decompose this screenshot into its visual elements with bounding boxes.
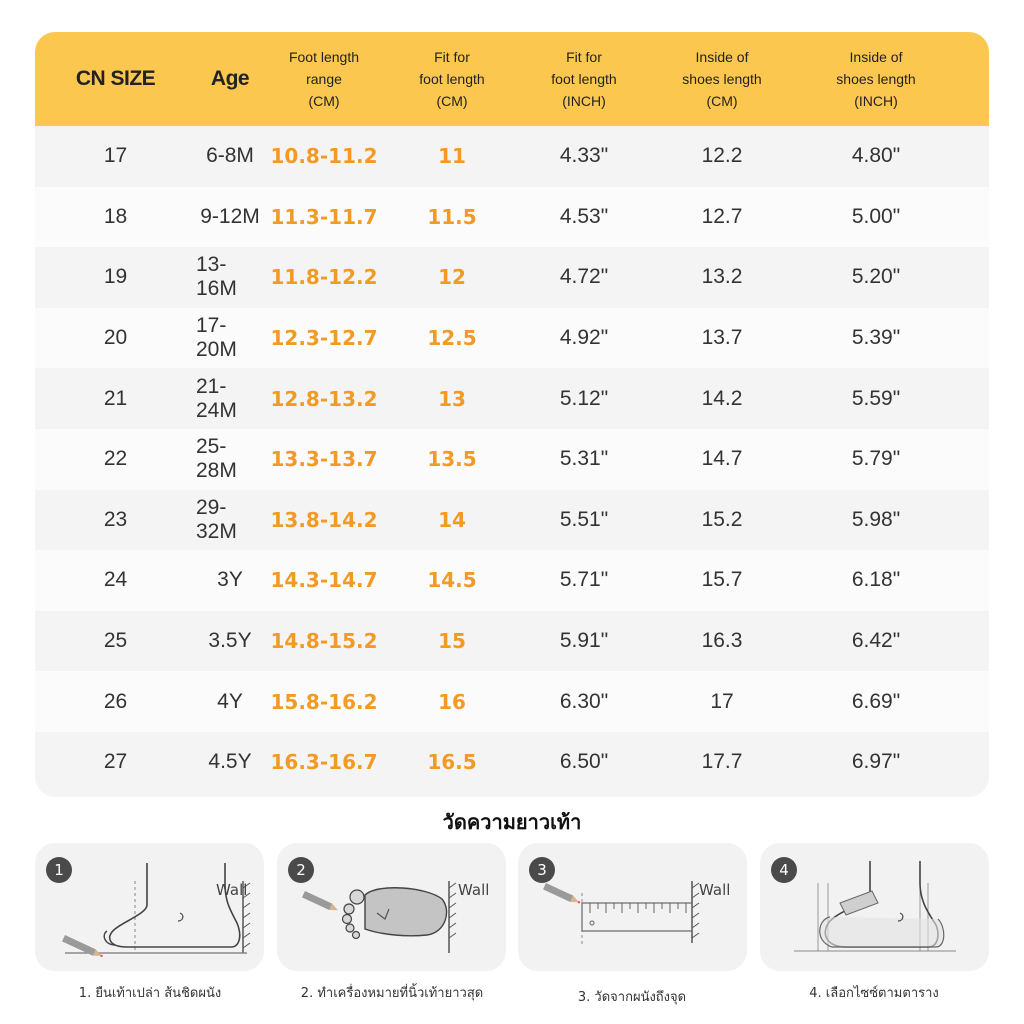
header-line: (CM) — [706, 93, 738, 109]
cell-foot-length-range: 12.3-12.7 — [270, 326, 378, 351]
cell-age: 29-32M — [196, 495, 237, 543]
cell-fit-cm: 11 — [438, 144, 466, 169]
cell-cn-size: 18 — [103, 204, 128, 228]
cell-fit-cm: 16.5 — [427, 750, 477, 775]
wall-label: Wall — [216, 881, 248, 899]
cell-inside-inch: 6.69" — [851, 689, 901, 713]
header-line: range — [306, 71, 342, 87]
cell-inside-inch: 5.20" — [851, 265, 901, 289]
cell-inside-inch: 6.18" — [851, 568, 901, 592]
table-row — [35, 732, 989, 793]
header-line: Inside of — [695, 49, 749, 65]
cell-inside-cm: 15.2 — [701, 507, 743, 531]
header-line: Foot length — [288, 49, 360, 65]
cell-inside-inch: 5.39" — [851, 326, 901, 350]
cell-cn-size: 20 — [103, 326, 128, 350]
cell-fit-inch: 5.12" — [559, 386, 609, 410]
step-caption-1: 1. ยืนเท้าเปล่า ส้นชิดผนัง — [78, 986, 222, 1001]
cell-age: 4.5Y — [208, 750, 252, 774]
cell-fit-inch: 5.51" — [559, 507, 609, 531]
measure-title: วัดความยาวเท้า — [442, 810, 582, 834]
cell-inside-inch: 5.98" — [851, 507, 901, 531]
cell-inside-inch: 5.00" — [851, 204, 901, 228]
cell-cn-size: 23 — [103, 507, 128, 531]
cell-fit-inch: 4.53" — [559, 204, 609, 228]
header-line: (CM) — [436, 93, 468, 109]
cell-age: 4Y — [217, 689, 243, 713]
step-number-1: 1 — [46, 857, 72, 883]
cell-cn-size: 22 — [103, 447, 128, 471]
header-age: Age — [210, 67, 250, 90]
cell-fit-cm: 14.5 — [427, 568, 477, 593]
header-line: foot length — [551, 71, 617, 87]
cell-cn-size: 21 — [103, 386, 128, 410]
header-foot-length-range — [264, 32, 384, 126]
table-row — [35, 490, 989, 551]
cell-cn-size: 25 — [103, 629, 128, 653]
cell-age: 25-28M — [196, 435, 237, 483]
cell-inside-inch: 4.80" — [851, 144, 901, 168]
header-fit-cm — [384, 32, 520, 126]
cell-inside-cm: 17 — [710, 689, 734, 713]
table-row — [35, 368, 989, 429]
header-line: foot length — [419, 71, 485, 87]
wall-label: Wall — [458, 881, 490, 899]
step-caption-2: 2. ทำเครื่องหมายที่นิ้วเท้ายาวสุด — [300, 986, 484, 1001]
cell-foot-length-range: 10.8-11.2 — [270, 144, 378, 169]
cell-inside-cm: 14.7 — [701, 447, 743, 471]
step-card-1 — [35, 843, 264, 971]
cell-cn-size: 27 — [103, 750, 128, 774]
table-row — [35, 429, 989, 490]
cell-fit-cm: 12 — [438, 265, 466, 290]
cell-foot-length-range: 16.3-16.7 — [270, 750, 378, 775]
table-row — [35, 247, 989, 308]
cell-age: 9-12M — [200, 204, 260, 228]
header-inside-cm — [648, 32, 796, 126]
cell-fit-cm: 11.5 — [427, 204, 477, 229]
cell-inside-cm: 14.2 — [701, 386, 743, 410]
table-row — [35, 308, 989, 369]
cell-fit-cm: 13.5 — [427, 447, 477, 472]
cell-fit-cm: 14 — [438, 507, 466, 532]
cell-foot-length-range: 15.8-16.2 — [270, 689, 378, 714]
cell-inside-cm: 13.7 — [701, 326, 743, 350]
cell-cn-size: 26 — [103, 689, 128, 713]
table-row — [35, 550, 989, 611]
table-row — [35, 126, 989, 187]
cell-inside-cm: 15.7 — [701, 568, 743, 592]
step-number-2: 2 — [288, 857, 314, 883]
cell-foot-length-range: 13.3-13.7 — [270, 447, 378, 472]
cell-age: 21-24M — [196, 374, 237, 422]
cell-foot-length-range: 11.3-11.7 — [270, 204, 378, 229]
cell-cn-size: 19 — [103, 265, 128, 289]
header-line: shoes length — [836, 71, 916, 87]
header-fit-inch — [520, 32, 648, 126]
header-line: (INCH) — [854, 93, 898, 109]
step-number-3: 3 — [529, 857, 555, 883]
cell-fit-inch: 4.72" — [559, 265, 609, 289]
wall-label: Wall — [699, 881, 731, 899]
cell-inside-cm: 16.3 — [701, 629, 743, 653]
cell-foot-length-range: 13.8-14.2 — [270, 507, 378, 532]
cell-fit-cm: 16 — [438, 689, 466, 714]
table-body — [35, 126, 989, 793]
step-number-4: 4 — [771, 857, 797, 883]
cell-fit-inch: 5.71" — [559, 568, 609, 592]
cell-fit-cm: 15 — [438, 629, 466, 654]
cell-fit-inch: 5.91" — [559, 629, 609, 653]
header-line: (CM) — [308, 93, 340, 109]
table-row — [35, 187, 989, 248]
cell-age: 17-20M — [196, 314, 237, 362]
cell-fit-inch: 4.33" — [559, 144, 609, 168]
step-caption-3: 3. วัดจากผนังถึงจุด — [577, 990, 687, 1005]
header-cn-size: CN SIZE — [75, 67, 156, 90]
cell-inside-cm: 12.2 — [701, 144, 743, 168]
size-chart-table — [35, 32, 989, 797]
table-row — [35, 671, 989, 732]
cell-fit-inch: 4.92" — [559, 326, 609, 350]
cell-age: 3Y — [217, 568, 243, 592]
cell-fit-inch: 5.31" — [559, 447, 609, 471]
cell-cn-size: 24 — [103, 568, 128, 592]
cell-age: 6-8M — [206, 144, 254, 168]
cell-age: 13-16M — [196, 253, 237, 301]
cell-fit-inch: 6.50" — [559, 750, 609, 774]
cell-age: 3.5Y — [208, 629, 252, 653]
header-line: Inside of — [849, 49, 903, 65]
step-card-4 — [760, 843, 989, 971]
cell-fit-cm: 13 — [438, 386, 466, 411]
header-line: Fit for — [566, 49, 602, 65]
cell-cn-size: 17 — [103, 144, 128, 168]
table-row — [35, 611, 989, 672]
header-line: Fit for — [434, 49, 470, 65]
cell-foot-length-range: 14.3-14.7 — [270, 568, 378, 593]
table-header — [35, 32, 989, 126]
header-line: shoes length — [682, 71, 762, 87]
step-caption-4: 4. เลือกไซซ์ตามตาราง — [809, 986, 939, 1001]
cell-inside-cm: 13.2 — [701, 265, 743, 289]
measure-steps — [0, 843, 1024, 973]
header-line: (INCH) — [562, 93, 606, 109]
cell-inside-inch: 6.42" — [851, 629, 901, 653]
cell-inside-inch: 5.79" — [851, 447, 901, 471]
cell-inside-inch: 5.59" — [851, 386, 901, 410]
cell-foot-length-range: 11.8-12.2 — [270, 265, 378, 290]
cell-inside-inch: 6.97" — [851, 750, 901, 774]
step-card-2 — [277, 843, 506, 971]
cell-fit-cm: 12.5 — [427, 326, 477, 351]
header-inside-inch — [796, 32, 956, 126]
step-card-3 — [518, 843, 747, 971]
cell-foot-length-range: 14.8-15.2 — [270, 629, 378, 654]
cell-fit-inch: 6.30" — [559, 689, 609, 713]
cell-inside-cm: 12.7 — [701, 204, 743, 228]
cell-foot-length-range: 12.8-13.2 — [270, 386, 378, 411]
cell-inside-cm: 17.7 — [701, 750, 743, 774]
